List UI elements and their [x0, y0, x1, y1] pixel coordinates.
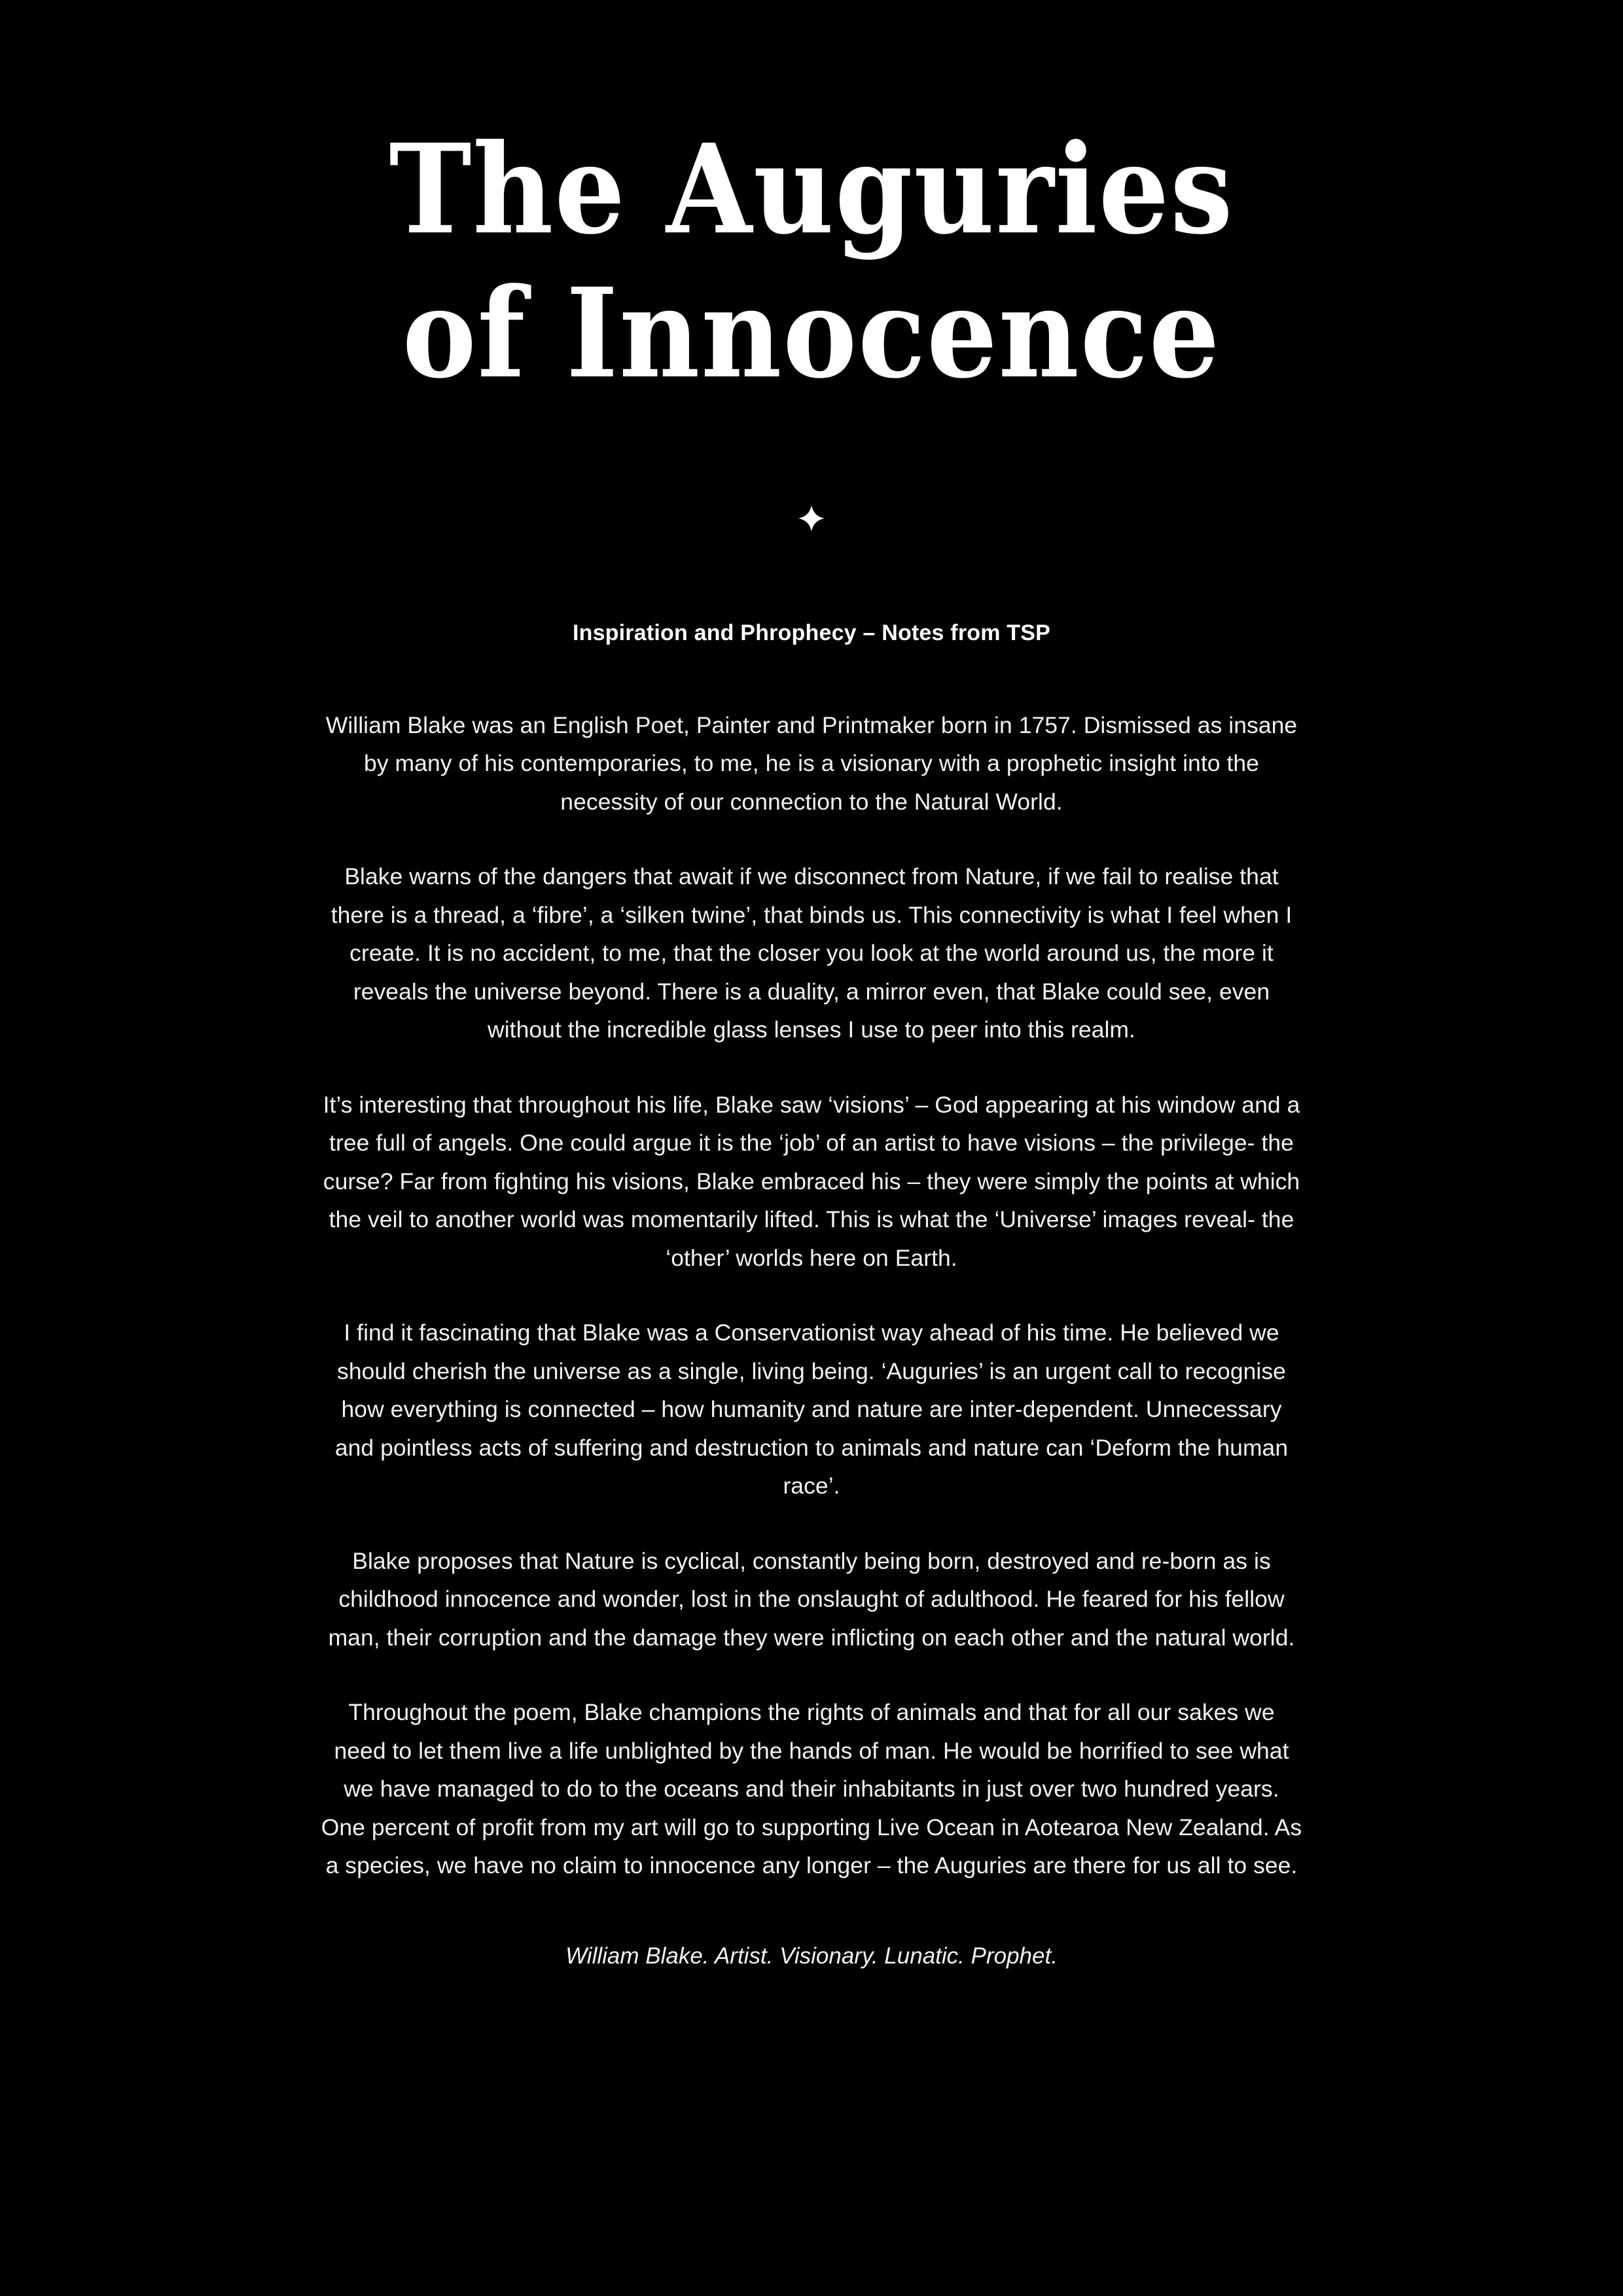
paragraph-6: Throughout the poem, Blake champions the rights of animals and that for all our sakes we need to let them live a life unblighted by the hands of man. He would be horrified to see what we have managed to do to the oceans and their inhabitants in just over two hundred years. One percent of profit from my art will go to supporting Live Ocean in Aotearoa New Zealand. As a species, we have no claim to innocence any longer – the Auguries are there for us all to see. — [321, 1699, 1302, 1879]
title-line-2: of Innocence — [402, 260, 1221, 406]
paragraph-3: It’s interesting that throughout his life, Blake saw ‘visions’ – God appearing at his window and a tree full of angels. One could argue it is the ‘job’ of an artist to have visions – the privilege- the curse? Far from fighting his visions, Blake embraced his – they were simply the points at which the veil to another world was momentarily lifted. This is what the ‘Universe’ images reveal- the ‘other’ worlds here on Earth. — [323, 1091, 1300, 1271]
paragraph-2: Blake warns of the dangers that await if we disconnect from Nature, if we fail to realise that there is a thread, a ‘fibre’, a ‘silken twine’, that binds us. This connectivity is what I feel when I create. It is no accident, to me, that the closer you look at the world around us, the more it reveals the universe beyond. There is a duality, a mirror even, that Blake could see, even without the incredible glass lenses I use to peer into this realm. — [330, 863, 1293, 1043]
paragraph-5: Blake proposes that Nature is cyclical, constantly being born, destroyed and re-born as is childhood innocence and wonder, lost in the onslaught of adulthood. He feared for his fellow man, their corruption and the damage they were inflicting on each other and the natural world. — [328, 1547, 1295, 1651]
section-subheading: Inspiration and Phrophecy – Notes from TSP — [572, 620, 1051, 645]
signature-line: William Blake. Artist. Visionary. Lunatic. Prophet. — [565, 1943, 1058, 1969]
ornament-divider — [0, 504, 1623, 543]
paragraph-1: William Blake was an English Poet, Painter and Printmaker born in 1757. Dismissed as insane by many of his contemporaries, to me, he is a visionary with a prophetic insight into the necessity of our connection to the Natural World. — [325, 711, 1298, 815]
body-content — [321, 619, 1302, 1972]
page-title — [0, 118, 1623, 406]
paragraph-4: I find it fascinating that Blake was a Conservationist way ahead of his time. He believed we should cherish the universe as a single, living being. ‘Auguries’ is an urgent call to recognise how everything is connected – how humanity and nature are inter-dependent. Unnecessary and pointless acts of suffering and destruction to animals and nature can ‘Deform the human race’. — [334, 1319, 1289, 1499]
title-line-1: The Auguries — [389, 117, 1234, 262]
four-pointed-star-icon — [797, 504, 826, 533]
